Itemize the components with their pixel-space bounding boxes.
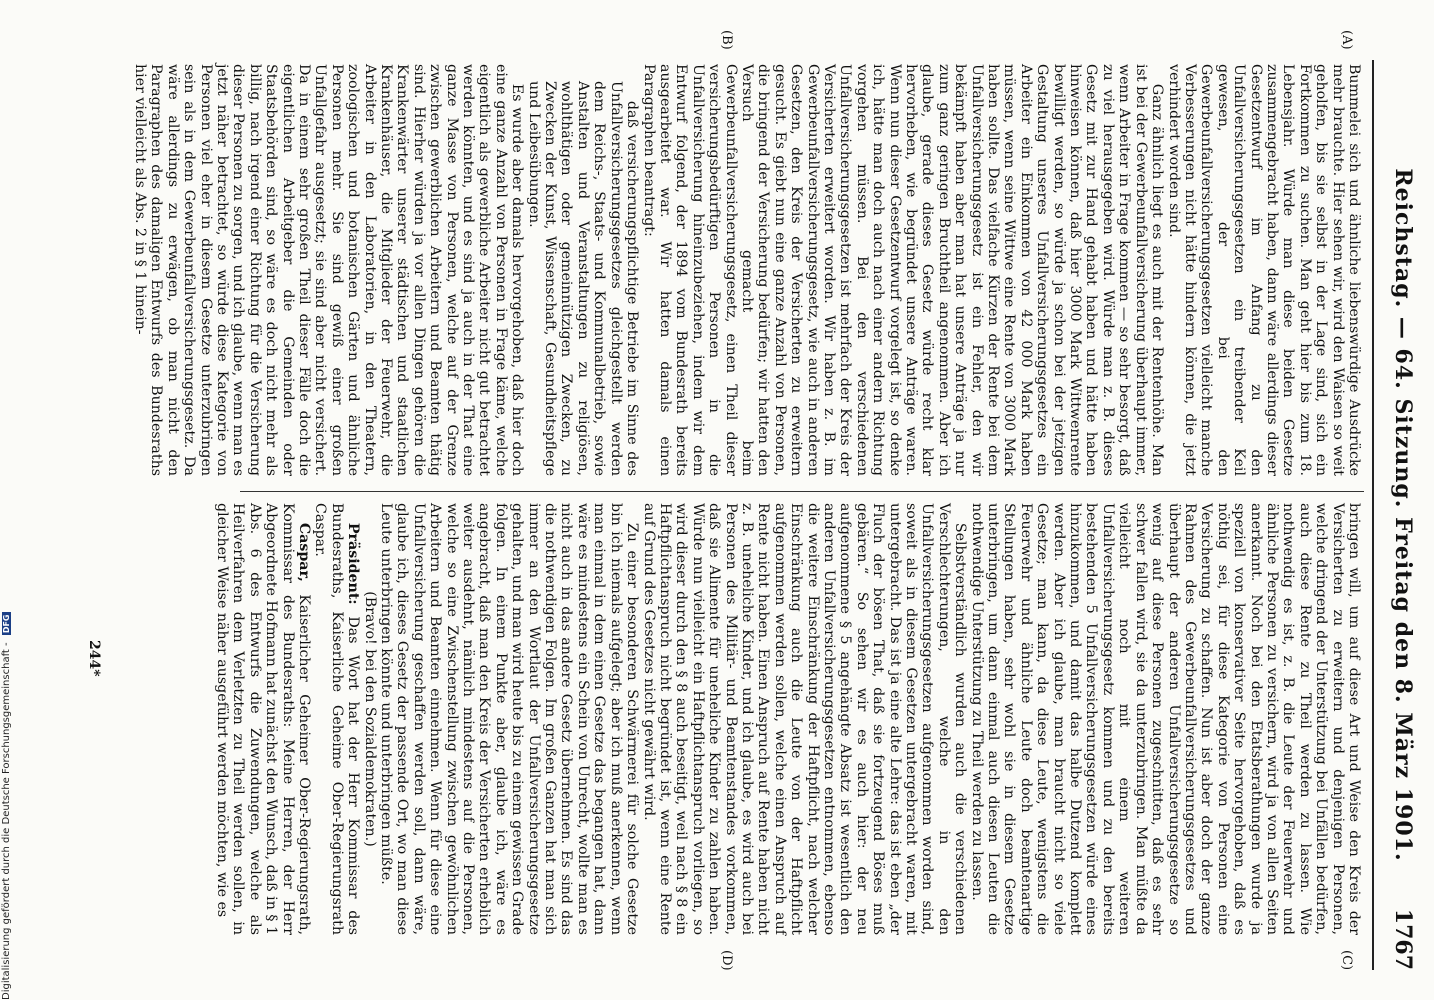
page-header — [1376, 60, 1422, 970]
page-number: 1767 — [1390, 908, 1416, 970]
left-column — [132, 64, 1362, 476]
president-text: Das Wort hat der Herr Kommissar des Bundesraths, Kaiserliche Geheime Ober-Regierungsrath Caspar. — [312, 503, 362, 935]
digitization-credit — [1, 0, 15, 1000]
speaker-president: Präsident: — [345, 522, 362, 605]
paragraph: Ganz ähnlich liegt es auch mit der Rentenhöhe. Man ist bei der Gewerbeunfallversicherung überhaupt immer, wenn Arbeiter in Frage kommen — so sehr besorgt, daß zu viel herausgegeben wird. Würde man z. B. dieses Gesetz mit zur Hand gehabt haben und hätte haben hinweisen können, daß hier 3000 Mark Wittwenrente bewilligt werden, so würde ja schon bei der jetzigen Gestaltung unseres Unfallversicherungsgesetzes ein Arbeiter ein Einkommen von 42 000 Mark haben müssen, wenn seine Wittwe eine Rente von 3000 Mark haben sollte. Das vielfache Kürzen der Rente bei dem Unfallversicherungsgesetz ist ein Fehler, den wir bekämpft haben aber man hat unsere Anträge ja nur zum ganz geringen Bruchtheil angenommen. Aber ich glaube, gerade dieses Gesetz würde recht klar hervorheben, wie begründet unsere Anträge waren. Wenn nun dieser Gesetzentwurf vorgelegt ist, so denke ich, hätte man doch auch nach einer andern Richtung vorgehen müssen. Bei den verschiedenen Unfallversicherungsgesetzen ist mehrfach der Kreis der Versicherten erweitert worden. Wir haben z. B. im Gewerbeunfallversicherungsgesetz, wie auch in anderen Gesetzen, den Kreis der Versicherten zu erweitern gesucht. Es giebt nun eine ganze Anzahl von Personen, die bringend der Versicherung bedürfen; wir hatten den Versuch gemacht beim Gewerbeunfallversicherungsgesetz, einen Theil dieser versicherungsbedürftigen Personen in die Unfallversicherung hineinzubeziehen, indem wir dem Entwurf folgend, der 1894 vom Bundesrath bereits ausgearbeitet war. Wir hatten damals einen Paragraphen beantragt: — [640, 64, 1166, 476]
applause-note: (Bravo! bei den Sozialdemokraten.) — [361, 591, 378, 847]
caspar-paragraph — [214, 503, 312, 935]
paragraph: Selbstverständlich wurden auch die verschiedenen Verschlechterungen, welche in den Unfallversicherungsgesetzen aufgenommen worden sind, soweit als in diesem Gesetzen untergebracht waren, mit untergebracht. Das ist ja eine alte Lehre: das ist eben „der Fluch der bösen That, daß sie fortzeugend Böses muß gebären.“ So sehen wir es auch hier: der neu aufgenommene § 5 angehängte Absatz ist wesentlich den anderen Unfallversicherungsgesetzen entnommen, ebenso die weitere Einschränkung der Haftpflicht, nach welcher Einschränkung auch die Leute von der Haftpflicht aufgenommen werden sollen, welche einen Anspruch auf Rente nicht haben. Einen Anspruch auf Rente haben nicht z. B. uneheliche Kinder, und ich glaube, es wird auch bei Personen des Militär- und Beamtenstandes vorkommen, daß sie Alimente für uneheliche Kinder zu zahlen haben. Würde nun vielleicht ein Haftpflichtanspruch vorliegen, so wird dieser durch den § 8 auch beseitigt, weil nach § 8 ein Haftpflichtanspruch nicht begründet ist, wenn eine Rente auf Grund des Gesetzes nicht gewährt wird. — [640, 503, 969, 935]
column-divider — [240, 491, 1364, 492]
margin-marker-d: (D) — [719, 950, 734, 971]
margin-marker-b: (B) — [719, 30, 734, 50]
right-column — [214, 503, 1362, 935]
president-paragraph — [312, 503, 361, 935]
header-rule — [1372, 60, 1374, 970]
caspar-text: Kaiserlicher Geheimer Ober-Regierungsrath, Kommissar des Bundesraths: Meine Herren, der Herr Abgeordnete Hofmann hat zunächst den Wunsch, daß in § 1 Abs. 6 des Entwurfs die Zuwendungen, welche als Heilverfahren dem Verletzten zu Theil werden sollen, in gleicher Weise näher ausgeführt werden möchten, wie es — [213, 503, 312, 935]
paragraph: Es wurde aber damals hervorgehoben, daß hier doch eine ganze Anzahl von Personen in Frage käme, welche eigentlich als gewerbliche Arbeiter nicht gut betrachtet werden könnten, und es sind ja auch in der That eine ganze Masse von Personen, welche auf der Grenze zwischen gewerblichen Arbeitern und Beamten thätig sind. Hierher würden ja vor allen Dingen gehören die Krankenwärter unserer städtischen und staatlichen Krankenhäuser, die Mitglieder der Feuerwehr, die Arbeiter in den Laboratorien, in den Theatern, zoologischen und botanischen Gärten und ähnliche Personen mehr. Sie sind gewiß einer großen Unfallgefahr ausgesetzt; sie sind aber nicht versichert. Da in einem sehr großen Theil dieser Fälle doch die eigentlichen Arbeitgeber die Gemeinden oder Staatsbehörden sind, so wäre es doch nicht mehr als billig, nach irgend einer Richtung für die Versicherung dieser Personen zu sorgen, und ich glaube, wenn man es jetzt näher betrachtet, so würde diese Kategorie von Personen viel eher in diesem Gesetze unterzubringen sein als in dem Gewerbeunfallversicherungsgesetz. Da wäre allerdings zu erwägen, ob man nicht den Paragraphen des damaligen Entwurfs des Bundesraths hier vielleicht als Abs. 2 in § 1 hinein- — [131, 64, 526, 476]
paragraph: Zu einer besonderen Schwärmerei für solche Gesetze bin ich niemals aufgelegt; aber ich muß anerkennen, wenn man einmal in dem einen Gesetze das begangen hat, dann wäre es mindestens ein Schein von Unrecht, wollte man es nicht auch in das andere Gesetz übernehmen. Es sind das die nothwendigen Folgen. Im großen Ganzen hat man sich immer an den Wortlaut der Unfallversicherungsgesetze gehalten, und man wird heute bis zu einem gewissen Grade folgen. In einem Punkte aber, glaube ich, wäre es angebracht, daß man den Kreis der Versicherten erheblich weiter ausdehnt, nämlich mindestens auf die Personen, welche so eine Zwischenstellung zwischen gewöhnlichen Arbeitern und Beamten einnehmen. Wenn für diese eine Unfallversicherung geschaffen werden soll, dann wäre, glaube ich, dieses Gesetz der passende Ort, wo man diese Leute unterbringen könnte und unterbringen müßte. — [378, 503, 641, 935]
signature-mark: 244* — [86, 640, 102, 677]
dfg-logo: DFG — [2, 614, 11, 634]
paragraph: Bummelei sich und ähnliche liebenswürdige Ausdrücke mehr brauchte. Hier sehen wir, wird den Waisen so weit geholfen, bis sie selbst in der Lage sind, sich ein Fortkommen zu suchen. Man geht hier bis zum 18. Lebensjahr. Würde man diese beiden Gesetze zusammengebracht haben, dann wäre allerdings dieser Gesetzentwurf im Anfang zu den Unfallversicherungsgesetzen ein treibender Keil gewesen, der bei den Gewerbeunfallversicherungsgesetzen vielleicht manche Verbesserungen nicht hätte hindern können, die jetzt verhindert worden sind. — [1165, 64, 1362, 476]
speaker-caspar: Caspar, — [296, 522, 312, 582]
credit-text: Digitalisierung gefördert durch die Deutsche Forschungsgemeinschaft - — [1, 642, 12, 1000]
margin-marker-c: (C) — [1339, 950, 1354, 971]
running-title: Reichstag. — 64. Sitzung. Freitag den 8. März 1901. — [1390, 168, 1416, 862]
paragraph: bringen will, um auf diese Art und Weise den Kreis der Versicherten zu erweitern und denjenigen Personen, welche dringend der Unterstützung bei Unfällen bedürfen, auch diese Rente zu Theil werden zu lassen. Wie nothwendig es ist, z. B. die Leute der Feuerwehr und ähnliche Personen zu versichern, wird ja von allen Seiten anerkannt. Noch bei den Etatsberathungen wurde ja speziell von konservativer Seite hervorgehoben, daß es nöthig sei, für diese Kategorie von Personen eine Versicherung zu schaffen. Nun ist aber doch der ganze Rahmen des Gewerbeunfallversicherungsgesetzes und überhaupt der anderen Unfallversicherungsgesetze so wenig auf diese Personen zugeschnitten, daß es sehr schwer fallen wird, sie da unterzubringen. Man müßte da vielleicht noch mit einem weiteren Unfallversicherungsgesetz kommen und zu den bereits bestehenden 5 Unfallversicherungsgesetzen würde eines hinzukommen, und damit das halbe Dutzend komplett werden. Aber ich glaube, man braucht nicht so viele Gesetze; man kann, da diese Leute, wenigstens die Feuerwehr und ähnliche Leute doch beamtenartige Stellungen haben, sehr wohl sie in diesem Gesetze unterbringen, um dann einmal auch diesen Leuten die nothwendige Unterstützung zu Theil werden zu lassen. — [968, 503, 1362, 935]
margin-marker-a: (A) — [1339, 30, 1354, 50]
quoted-paragraph: daß versicherungspflichtige Betriebe im Sinne des Unfallversicherungsgesetzes gleichgestellt werden dem Reichs-, Staats- und Kommunalbetrieb, sowie Anstalten und Veranstaltungen zu religiösen, wohlthätigen oder gemeinnützigen Zwecken, zu Zwecken der Kunst, Wissenschaft, Gesundheitspflege und Leibesübungen. — [525, 81, 641, 476]
